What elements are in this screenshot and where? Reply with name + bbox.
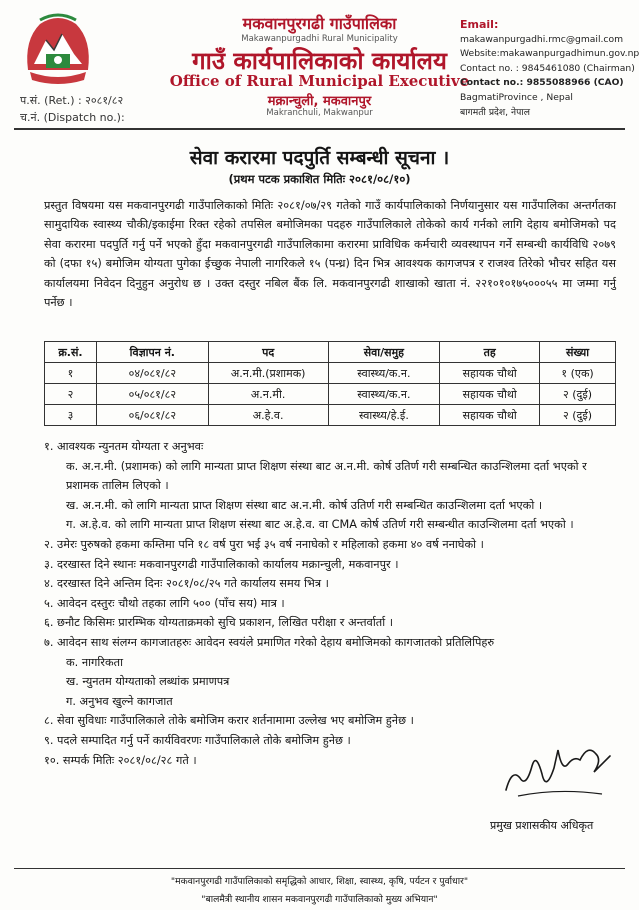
cell-serial: ३ <box>45 405 97 426</box>
province: BagmatiProvince , Nepal <box>460 91 573 103</box>
col-count: संख्या <box>540 342 616 363</box>
cell-advert-no: ०६/०८१/८२ <box>96 405 208 426</box>
table-row <box>45 384 616 405</box>
col-level: तह <box>440 342 540 363</box>
cell-count: २ (दुई) <box>540 384 616 405</box>
vacancy-table <box>44 341 616 426</box>
footer-divider <box>14 868 625 869</box>
signature-icon <box>498 738 618 810</box>
contact-cao: Contact no.: 9855088966 (CAO) <box>460 77 624 89</box>
col-post: पद <box>208 342 328 363</box>
table-row <box>45 405 616 426</box>
office-name-nepali: गाउँ कार्यपालिकाको कार्यालय <box>192 47 447 75</box>
item-qualification-a: क. अ.न.मी. (प्रशामक) को लागि मान्यता प्राप्त शिक्षण संस्था बाट अ.न.मी. कोर्ष उतिर्ण गरी सम्बन्धित काउन्शिलमा दर्ता भएको र प्रशामक तालिम लिएको । <box>66 459 587 493</box>
notice-title: सेवा करारमा पदपुर्ति सम्बन्धी सूचना । <box>189 147 450 169</box>
province-nepali: बागमती प्रदेश, नेपाल <box>460 106 530 118</box>
cell-level: सहायक चौथो <box>440 363 540 384</box>
cell-advert-no: ०४/०८१/८२ <box>96 363 208 384</box>
email-label: Email: <box>460 18 499 31</box>
office-name-english: Office of Rural Municipal Executive <box>169 72 470 90</box>
contact-chairman: Contact no. : 9845461080 (Chairman) <box>460 62 635 74</box>
cell-serial: १ <box>45 363 97 384</box>
item-fee: ५. आवेदन दस्तुरः चौथो तहका लागि ५०० (पाँच सय) मात्र । <box>44 596 285 610</box>
cell-service-group: स्वास्थ्य/क.न. <box>328 363 440 384</box>
requirements-list <box>44 437 616 770</box>
cell-serial: २ <box>45 384 97 405</box>
item-documents-c: ग. अनुभव खुल्ने कागजात <box>66 694 173 708</box>
item-qualification: १. आवश्यक न्युनतम योग्यता र अनुभवः <box>44 440 204 453</box>
item-qualification-b: ख. अ.न.मी. को लागि मान्यता प्राप्त शिक्षण संस्था बाट अ.न.मी. कोर्ष उतिर्ण गरी सम्बन्धित काउन्शिलमा दर्ता भएको । <box>66 498 543 512</box>
item-selection: ६. छनौट किसिमः प्रारम्भिक योग्यताक्रमको सुचि प्रकाशन, लिखित परीक्षा र अन्तर्वार्ता । <box>44 616 394 630</box>
website: Website:makawanpurgadhimun.gov.np <box>460 48 639 60</box>
cell-service-group: स्वास्थ्य/हे.ई. <box>328 405 440 426</box>
email-address: makawanpurgadhi.rmc@gmail.com <box>460 33 624 45</box>
item-facilities: ८. सेवा सुविधाः गाउँपालिकाले तोके बमोजिम करार शर्तनामामा उल्लेख भए बमोजिम हुनेछ । <box>44 714 414 728</box>
dispatch-number: च.नं. (Dispatch no.): <box>20 111 125 124</box>
cell-level: सहायक चौथो <box>440 384 540 405</box>
cell-post: अ.हे.व. <box>208 405 328 426</box>
item-deadline: ४. दरखास्त दिने अन्तिम दिनः २०८१/०८/२५ गते कार्यालय समय भित्र । <box>44 577 329 591</box>
col-service-group: सेवा/समुह <box>328 342 440 363</box>
cell-level: सहायक चौथो <box>440 405 540 426</box>
cell-post: अ.न.मी.(प्रशामक) <box>208 363 328 384</box>
cell-count: १ (एक) <box>540 363 616 384</box>
table-header-row <box>45 342 616 363</box>
header-divider <box>14 128 625 130</box>
item-qualification-c: ग. अ.हे.व. को लागि मान्यता प्राप्त शिक्षण संस्था बाट अ.हे.व. वा CMA कोर्ष उतिर्ण गरी सम्बन्धीत काउन्शिलमा दर्ता भएको । <box>66 518 574 532</box>
notice-paragraph: प्रस्तुत विषयमा यस मकवानपुरगढी गाउँपालिकाको मितिः २०८१/०७/२९ गतेको गाउँ कार्यपालिकाको निर्णयानुसार यस गाउँपालिका अन्तर्गतका सामुदायिक स्वास्थ्य चौकी/इकाईमा रिक्त रहेको तपसिल बमोजिमका पदहरु गाउँपालिकाले तोकेको कार्य गर्नको लागि देहाय बमोजिमको पद सेवा करारमा पदपुर्ति गर्नु पर्ने भएको हुँदा मकवानपुरगढी गाउँपालिकामा करारमा प्राविधिक कर्मचारी व्यवस्थापन गर्ने सम्बन्धी कार्यविधि २०७९ को (दफा १५) बमोजिम योग्यता पुगेका ईच्छुक नेपाली नागरिकले १५ (पन्ध्र) दिन भित्र आवश्यक कागजपत्र र राजश्व तिरेको भौचर सहित यस कार्यालयमा निवेदन दिनुहुन अनुरोध छ । उक्त दस्तुर नबिल बैंक लि. मकवानपुरगढी शाखाको खाता नं. २२१०१०१७५०००५५ मा जम्मा गर्नु पर्नेछ । <box>44 199 616 310</box>
contact-block <box>460 18 639 120</box>
notice-subtitle: (प्रथम पटक प्रकाशित मितिः २०८१/०८/१०) <box>228 172 411 186</box>
signature-title: प्रमुख प्रशासकीय अधिकृत <box>490 819 594 832</box>
item-age: २. उमेरः पुरुषको हकमा कम्तिमा पनि १८ वर्ष पुरा भई ३५ वर्ष ननाघेको र महिलाको हकमा ४० वर्ष ननाघेको । <box>44 537 484 551</box>
place-english: Makranchuli, Makwanpur <box>266 108 373 118</box>
org-name-nepali: मकवानपुरगढी गाउँपालिका <box>242 14 397 33</box>
item-documents-a: क. नागरिकता <box>66 655 124 669</box>
org-name-english: Makawanpurgadhi Rural Municipality <box>241 34 398 44</box>
footer-slogan-2: "बालमैत्री स्थानीय शासन मकवानपुरगढी गाउँपालिकाको मुख्य अभियान" <box>201 894 438 905</box>
item-place: ३. दरखास्त दिने स्थानः मकवानपुरगढी गाउँपालिकाको कार्यालय मक्रान्चुली, मकवानपुर । <box>44 557 399 571</box>
cell-post: अ.न.मी. <box>208 384 328 405</box>
footer-slogan-1: "मकवानपुरगढी गाउँपालिकाको समृद्धिको आधार, शिक्षा, स्वास्थ्य, कृषि, पर्यटन र पुर्वाधार" <box>170 876 469 887</box>
place-nepali: मक्रान्चुली, मकवानपुर <box>267 94 372 109</box>
item-documents: ७. आवेदन साथ संलग्न कागजातहरुः आवेदन स्वयंले प्रमाणित गरेको देहाय बमोजिमको कागजातको प्रतिलिपिहरु <box>44 635 495 649</box>
col-advert-no: विज्ञापन नं. <box>96 342 208 363</box>
item-documents-b: ख. न्युनतम योग्यताको लब्धांक प्रमाणपत्र <box>66 675 230 689</box>
reference-number: प.सं. (Ret.) : २०८१/८२ <box>20 94 124 107</box>
cell-service-group: स्वास्थ्य/क.न. <box>328 384 440 405</box>
table-row <box>45 363 616 384</box>
cell-count: २ (दुई) <box>540 405 616 426</box>
item-job-description: ९. पदले सम्पादित गर्नु पर्ने कार्यविवरणः गाउँपालिकाले तोके बमोजिम हुनेछ । <box>44 733 351 747</box>
col-serial: क्र.सं. <box>45 342 97 363</box>
cell-advert-no: ०५/०८१/८२ <box>96 384 208 405</box>
item-contact-date: १०. सम्पर्क मितिः २०८१/०८/२८ गते । <box>44 753 197 767</box>
